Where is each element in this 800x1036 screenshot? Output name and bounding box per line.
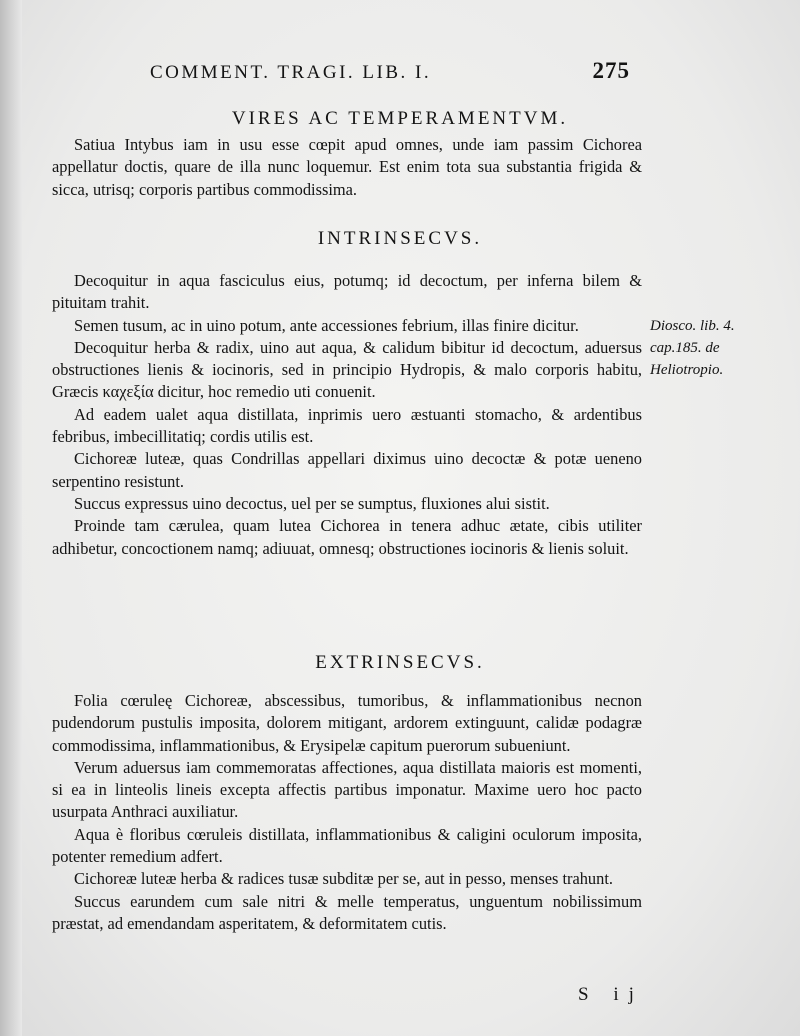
section-heading-vires: VIRES AC TEMPERAMENTVM. [231, 108, 569, 129]
paragraph: Cichoreæ luteæ, quas Condrillas appellari diximus uino decoctæ & potæ ueneno serpentino resistunt. [52, 449, 642, 491]
paragraph: Verum aduersus iam commemoratas affectiones, aqua distillata maioris est momenti, si ea in linteolis lineis excepta affectis partibus imponatur. Maxime uero hoc pacto usurpata Anthraci auxiliatur. [52, 757, 642, 822]
page-gutter-shadow [0, 0, 22, 1036]
running-title: COMMENT. TRAGI. LIB. I. [150, 62, 432, 83]
paragraph: Decoquitur herba & radix, uino aut aqua, & calidum bibitur id decoctum, aduersus obstructiones lienis & iocinoris, sed in principio Hydropis, & malo corporis habitu, Græcis καχεξία dicitur, hoc remedio uti conuenit. [52, 337, 642, 402]
section-body-extrinsecus [52, 690, 642, 935]
signature-mark: S ij [578, 984, 644, 1005]
section-heading-extrinsecus: EXTRINSECVS. [315, 652, 485, 673]
paragraph: Succus expressus uino decoctus, uel per se sumptus, fluxiones alui sistit. [74, 493, 550, 513]
page-header [150, 58, 630, 84]
paragraph: Cichoreæ luteæ herba & radices tusæ subditæ per se, aut in pesso, menses trahunt. [74, 869, 613, 889]
section-body-vires [52, 134, 642, 201]
paragraph: Succus earundem cum sale nitri & melle temperatus, unguentum nobilissimum præstat, ad emendandam asperitatem, & deformitatem cutis. [52, 891, 642, 933]
paragraph: Folia cœruleę Cichoreæ, abscessibus, tumoribus, & inflammationibus necnon pudendorum pustulis imposita, dolorem mitigant, ardorem extinguunt, calidæ podagræ commodissima, inflammationibus, & Erysipelæ capitum puerorum subueniunt. [52, 691, 642, 755]
paragraph: Aqua è floribus cœruleis distillata, inflammationibus & caligini oculorum imposita, potenter remedium adfert. [52, 824, 642, 867]
section-body-intrinsecus [52, 270, 642, 560]
page-number: 275 [592, 58, 630, 83]
paragraph: Satiua Intybus iam in usu esse cœpit apud omnes, unde iam passim Cichorea appellatur doctis, quare de illa nunc loquemur. Est enim tota sua substantia frigida & sicca, utrisq; corporis partibus commodissima. [52, 135, 642, 199]
paragraph: Proinde tam cærulea, quam lutea Cichorea in tenera adhuc ætate, cibis utiliter adhibetur, concoctionem namq; adiuuat, omnesq; obstructiones iocinoris & lienis soluit. [52, 516, 642, 558]
paragraph: Decoquitur in aqua fasciculus eius, potumq; id decoctum, per inferna bilem & pituitam trahit. [52, 271, 642, 313]
section-heading-intrinsecus: INTRINSECVS. [317, 228, 483, 249]
margin-note: Diosco. lib. 4. cap.185. de Heliotropio. [650, 318, 735, 378]
paragraph: Semen tusum, ac in uino potum, ante accessiones febrium, illas finire dicitur. [74, 315, 579, 335]
paragraph: Ad eadem ualet aqua distillata, inprimis uero æstuanti stomacho, & ardentibus febribus, imbecillitatiq; cordis utilis est. [52, 404, 642, 447]
